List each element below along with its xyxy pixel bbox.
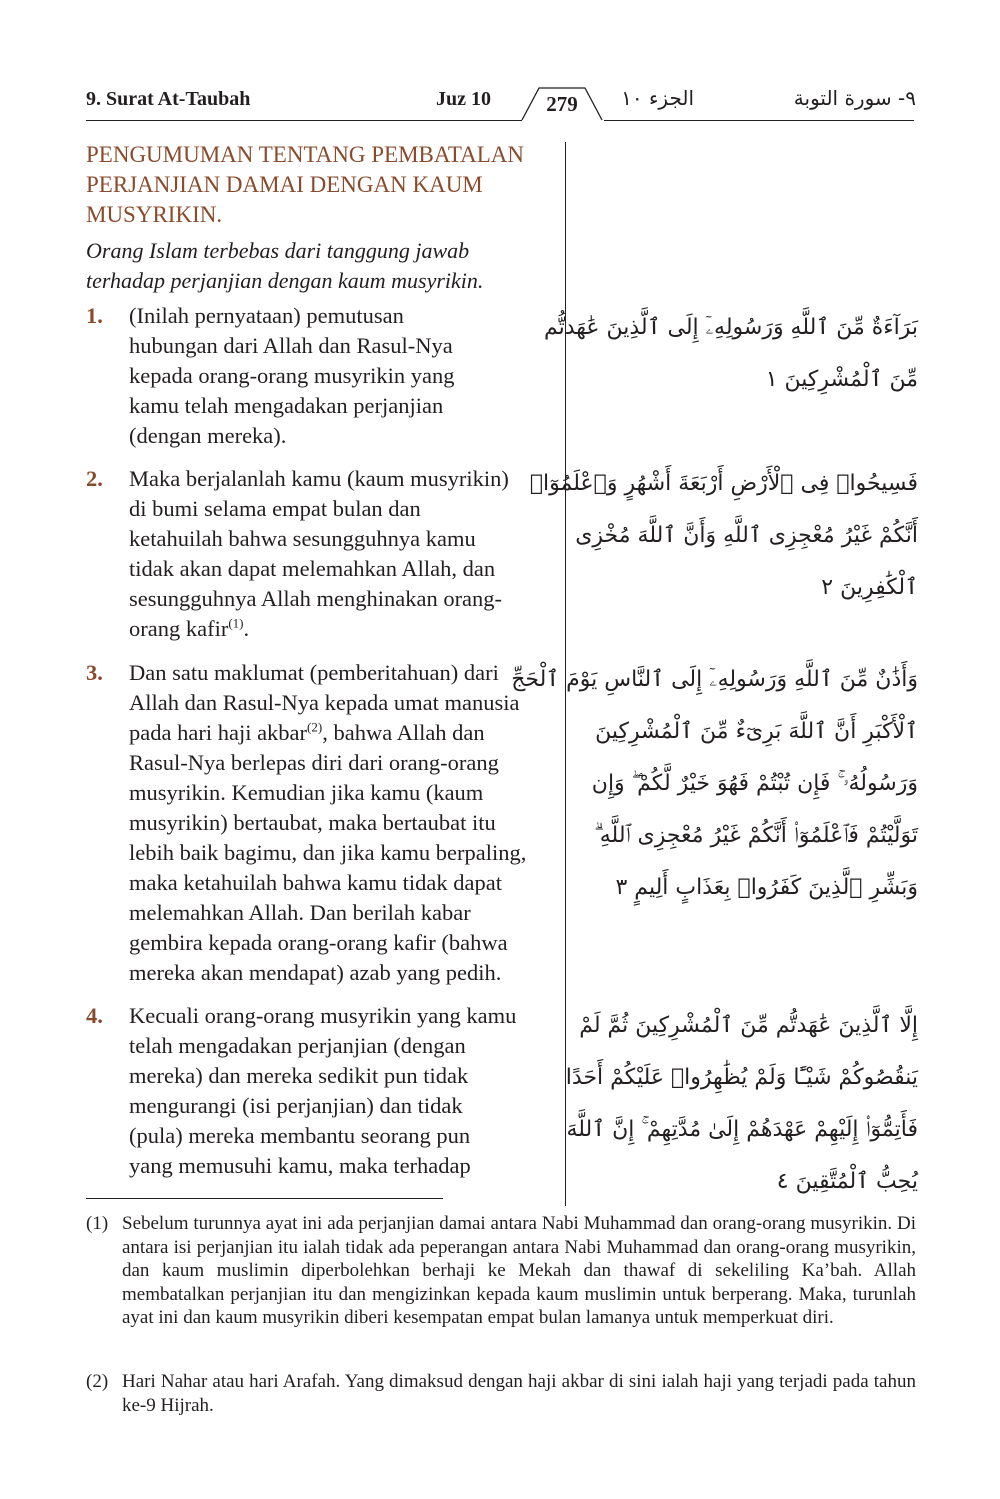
heading-line: MUSYRIKIN. bbox=[86, 202, 223, 227]
verse-line: maka ketahuilah bahwa kamu tidak dapat bbox=[129, 870, 502, 895]
heading-line: PERJANJIAN DAMAI DENGAN KAUM bbox=[86, 172, 483, 197]
arabic-line: فَأَتِمُّوٓا۟ إِلَيْهِمْ عَهْدَهُمْ إِلَىٰ مُدَّتِهِمْ ۚ إِنَّ ٱللَّهَ bbox=[566, 1117, 918, 1142]
verse-line: mereka akan mendapat) azab yang pedih. bbox=[129, 960, 502, 985]
footnote-ref: (2) bbox=[307, 719, 323, 735]
verse-line: tidak akan dapat melemahkan Allah, dan bbox=[129, 556, 496, 581]
verse-line: telah mengadakan perjanjian (dengan bbox=[129, 1033, 466, 1058]
arabic-line: تَوَلَّيْتُمْ فَٱعْلَمُوٓا۟ أَنَّكُمْ غَيْرُ مُعْجِزِى ٱللَّهِ ۗ bbox=[594, 823, 918, 848]
footnote-text: Sebelum turunnya ayat ini ada perjanjian damai antara Nabi Muhammad dan orang-orang musyrikin. Di antara isi perjanjian itu ialah tidak ada peperangan antara Nabi Muhammad dan orang-orang musyrikin, dan kaum muslimin diperbolehkan berhaji ke Mekah dan thawaf di sekeliling Ka’bah. Allah membatalkan perjanjian itu dan mengizinkan kepada kaum muslimin untuk berperang. Maka, turunlah ayat ini dan kaum musyrikin diberi kesempatan empat bulan lamanya untuk memperkuat diri. bbox=[122, 1213, 916, 1328]
verse-line: sesungguhnya Allah menghinakan orang- bbox=[129, 586, 503, 611]
verse-3-arabic bbox=[511, 654, 918, 914]
juz-label-arabic: الجزء ١٠ bbox=[621, 86, 694, 110]
page-number: 279 bbox=[546, 92, 578, 116]
verse-number: 1. bbox=[86, 303, 103, 328]
arabic-line: ٱلْكَٰفِرِينَ ٢ bbox=[821, 575, 918, 600]
verse-line-with-footnote bbox=[129, 718, 569, 748]
verse-line-end: . bbox=[243, 616, 250, 641]
verse-line: (pula) mereka membantu seorang pun bbox=[129, 1123, 471, 1148]
verse-line: gembira kepada orang-orang kafir (bahwa bbox=[129, 930, 508, 955]
verse-line: mereka) dan mereka sedikit pun tidak bbox=[129, 1063, 469, 1088]
verse-number: 4. bbox=[86, 1003, 103, 1028]
arabic-line: وَبَشِّرِ ٱلَّذِينَ كَفَرُوا۟ بِعَذَابٍ أَلِيمٍ ٣ bbox=[615, 875, 918, 900]
verse-line: Kecuali orang-orang musyrikin yang kamu bbox=[129, 1003, 517, 1028]
verse-line: musyrikin) bertaubat, maka bertaubat itu bbox=[129, 810, 496, 835]
footnote-rule bbox=[86, 1198, 443, 1199]
verse-2-arabic bbox=[529, 458, 918, 614]
arabic-line: وَأَذَٰنٌ مِّنَ ٱللَّهِ وَرَسُولِهِۦٓ إِلَى ٱلنَّاسِ يَوْمَ ٱلْحَجِّ bbox=[511, 667, 918, 692]
verse-line-text: pada hari haji akbar bbox=[129, 720, 308, 745]
verse-line-text: orang kafir bbox=[129, 616, 229, 641]
verse-line: Dan satu maklumat (pemberitahuan) dari bbox=[129, 660, 499, 685]
footnote-ref: (1) bbox=[228, 615, 244, 631]
verse-line: kamu telah mengadakan perjanjian bbox=[129, 393, 444, 418]
surah-title-latin: 9. Surat At-Taubah bbox=[86, 88, 251, 110]
section-heading bbox=[86, 140, 556, 230]
footnote-number: (2) bbox=[86, 1371, 109, 1392]
verse-line: lebih baik bagimu, dan jika kamu berpaling, bbox=[129, 840, 527, 865]
verse-line: Rasul-Nya berlepas diri dari orang-orang bbox=[129, 750, 499, 775]
verse-line: hubungan dari Allah dan Rasul-Nya bbox=[129, 333, 453, 358]
verse-line: mengurangi (isi perjanjian) dan tidak bbox=[129, 1093, 463, 1118]
verse-number: 2. bbox=[86, 466, 103, 491]
heading-line: PENGUMUMAN TENTANG PEMBATALAN bbox=[86, 142, 525, 167]
verse-4-arabic bbox=[565, 1000, 918, 1208]
verse-line-with-footnote bbox=[129, 614, 569, 644]
verse-1-arabic bbox=[543, 302, 918, 406]
verse-line: Maka berjalanlah kamu (kaum musyrikin) bbox=[129, 466, 509, 491]
verse-line: Allah dan Rasul-Nya kepada umat manusia bbox=[129, 690, 520, 715]
arabic-line: بَرَآءَةٌ مِّنَ ٱللَّهِ وَرَسُولِهِۦٓ إِلَى ٱلَّذِينَ عَٰهَدتُّم bbox=[543, 315, 918, 340]
subheading-line: Orang Islam terbebas dari tanggung jawab bbox=[86, 238, 470, 263]
verse-line: ketahuilah bahwa sesungguhnya kamu bbox=[129, 526, 476, 551]
header-rule-left bbox=[86, 120, 522, 121]
verse-line: di bumi selama empat bulan dan bbox=[129, 496, 421, 521]
arabic-line: إِلَّا ٱلَّذِينَ عَٰهَدتُّم مِّنَ ٱلْمُشْرِكِينَ ثُمَّ لَمْ bbox=[579, 1013, 918, 1038]
arabic-line: يَنقُصُوكُمْ شَيْـًٔا وَلَمْ يُظَٰهِرُوا۟ عَلَيْكُمْ أَحَدًا bbox=[565, 1065, 918, 1090]
arabic-line: وَرَسُولُهُۥ ۚ فَإِن تُبْتُمْ فَهُوَ خَيْرٌ لَّكُمْ ۖ وَإِن bbox=[591, 771, 918, 796]
header-rule-right bbox=[604, 120, 914, 121]
page-number-box bbox=[515, 84, 609, 122]
verse-line: yang memusuhi kamu, maka terhadap bbox=[129, 1153, 471, 1178]
subheading-line: terhadap perjanjian dengan kaum musyrikin. bbox=[86, 268, 484, 293]
verse-number: 3. bbox=[86, 660, 103, 685]
verse-line: (dengan mereka). bbox=[129, 423, 287, 448]
arabic-line: يُحِبُّ ٱلْمُتَّقِينَ ٤ bbox=[776, 1169, 918, 1194]
arabic-line: مِّنَ ٱلْمُشْرِكِينَ ١ bbox=[765, 367, 918, 392]
verse-line: melemahkan Allah. Dan berilah kabar bbox=[129, 900, 471, 925]
footnote-text: Hari Nahar atau hari Arafah. Yang dimaksud dengan haji akbar di sini ialah haji yang terjadi pada tahun ke-9 Hijrah. bbox=[122, 1371, 916, 1416]
verse-line-text: , bahwa Allah dan bbox=[322, 720, 485, 745]
juz-label-latin: Juz 10 bbox=[436, 88, 491, 110]
verse-line: kepada orang-orang musyrikin yang bbox=[129, 363, 455, 388]
arabic-line: ٱلْأَكْبَرِ أَنَّ ٱللَّهَ بَرِىٓءٌ مِّنَ ٱلْمُشْرِكِينَ bbox=[595, 719, 918, 744]
surah-title-arabic: ٩- سورة التوبة bbox=[793, 86, 916, 110]
verse-line: musyrikin. Kemudian jika kamu (kaum bbox=[129, 780, 484, 805]
arabic-line: فَسِيحُوا۟ فِى ٱلْأَرْضِ أَرْبَعَةَ أَشْهُرٍ وَٱعْلَمُوٓا۟ bbox=[529, 471, 918, 496]
arabic-line: أَنَّكُمْ غَيْرُ مُعْجِزِى ٱللَّهِ وَأَنَّ ٱللَّهَ مُخْزِى bbox=[575, 523, 918, 548]
section-subheading bbox=[86, 236, 556, 296]
footnote-number: (1) bbox=[86, 1213, 109, 1234]
verse-line: (Inilah pernyataan) pemutusan bbox=[129, 303, 404, 328]
